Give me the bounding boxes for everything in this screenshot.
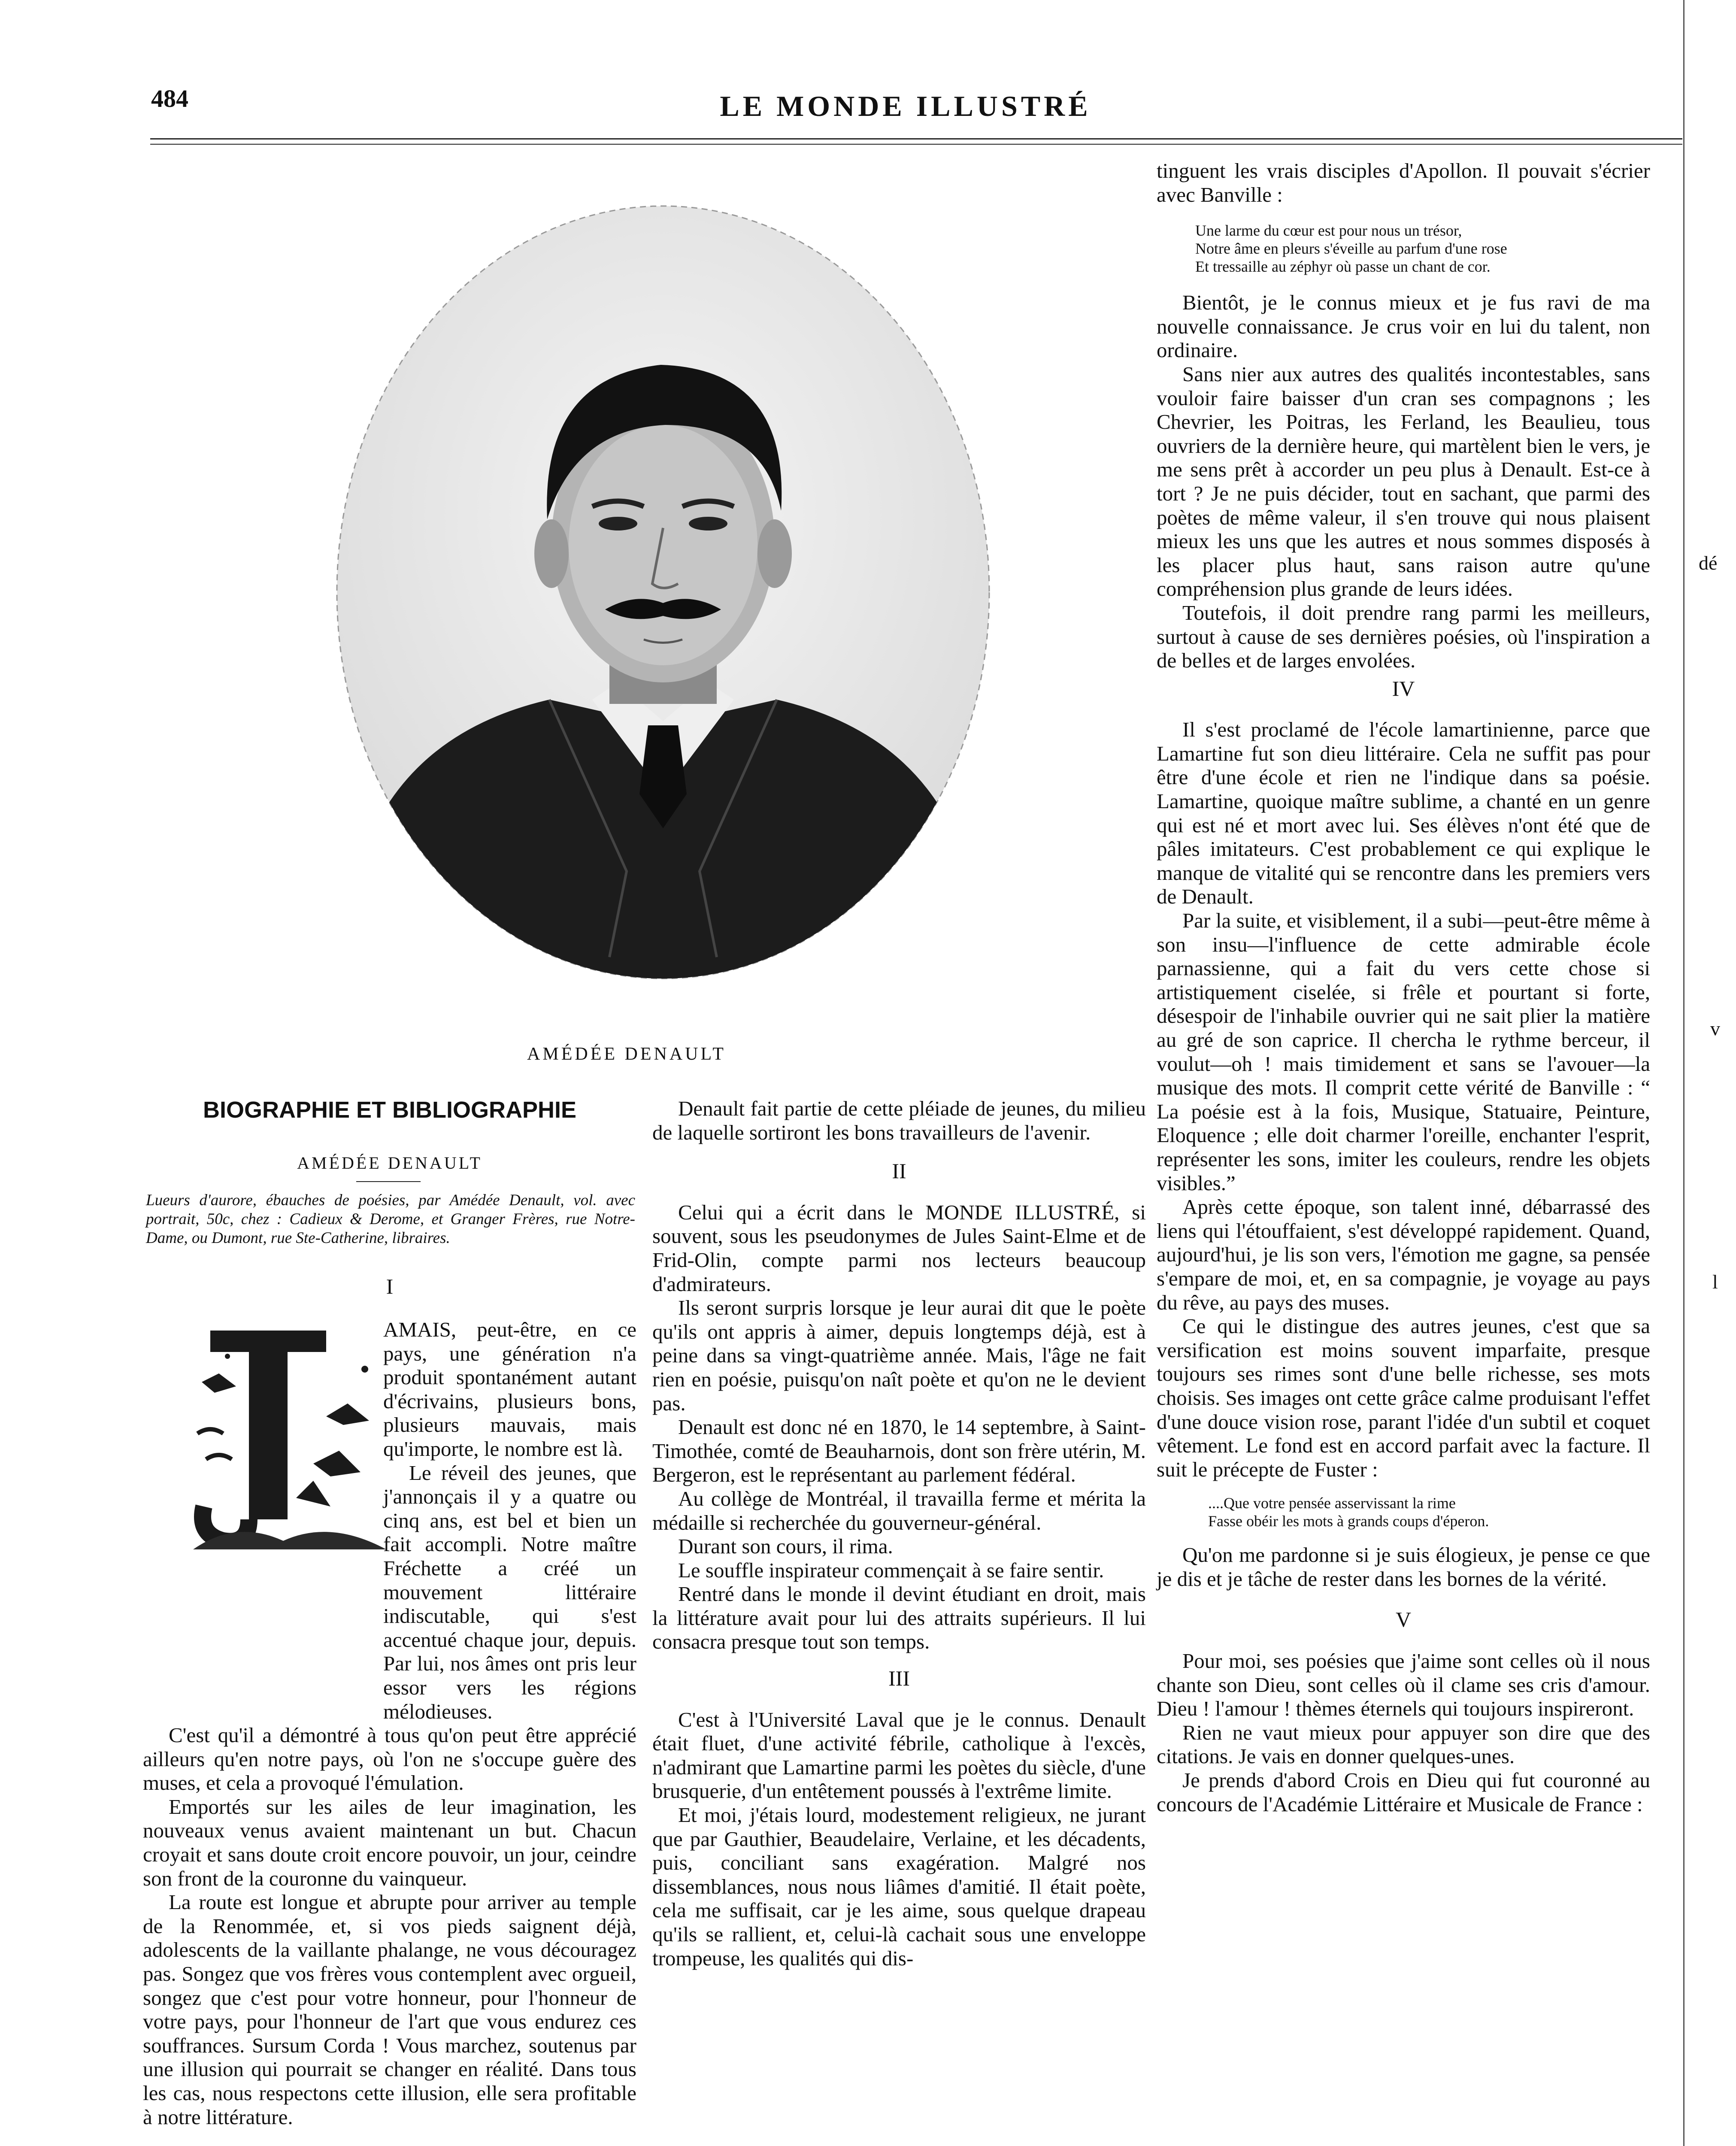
paragraph: Au collège de Montréal, il travailla ferme et mérita la médaille si recherchée du gouverneur-général. — [652, 1486, 1146, 1534]
paragraph: Durant son cours, il rima. — [678, 1534, 893, 1558]
verse-line: Une larme du cœur est pour nous un trésor, — [1195, 222, 1462, 239]
verse-quote-fuster — [1208, 1494, 1650, 1530]
paragraph: Ce qui le distingue des autres jeunes, c'est que sa versification est moins souvent imparfaite, presque toujours ses rimes sont d'une belle richesse, ses mots choisis. Ses images ont cette grâce calme produisant l'effet d'une douce vision rose, parant l'idée d'un subtil et coquet vêtement. Le fond est en accord parfait avec la facture. Il suit le précepte de Fuster : — [1157, 1314, 1650, 1481]
paragraph: Bientôt, je le connus mieux et je fus ravi de ma nouvelle connaissance. Je crus voir en lui du talent, non ordinaire. — [1157, 291, 1650, 362]
page-number: 484 — [151, 85, 188, 112]
verse-line: Et tressaille au zéphyr où passe un chant de cor. — [1195, 258, 1491, 276]
paragraph: Denault est donc né en 1870, le 14 septembre, à Saint-Timothée, comté de Beauharnois, dont son frère utérin, M. Bergeron, est le représentant au parlement fédéral. — [652, 1415, 1146, 1487]
adjacent-page-fragment: dé — [1699, 552, 1718, 574]
paragraph: C'est à l'Université Laval que je le connus. Denault était fluet, d'une activité fébrile, catholique à l'excès, n'admirant que Lamartine parmi les poètes du siècle, d'une brusquerie, d'un entêtement poussés à l'extrême limite. — [652, 1707, 1146, 1803]
page-gutter-line — [1683, 0, 1684, 2146]
paragraph: C'est qu'il a démontré à tous qu'on peut être apprécié ailleurs qu'en notre pays, où l'on ne s'occupe guère des muses, et cela a provoqué l'émulation. — [143, 1723, 636, 1795]
section-heading-5: V — [1395, 1607, 1412, 1632]
paragraph: Pour moi, ses poésies que j'aime sont celles où il nous chante son Dieu, sont celles où il clame ses cris d'amour. Dieu ! l'amour ! thèmes éternels qui toujours inspireront. — [1157, 1649, 1650, 1721]
article-subtitle: AMÉDÉE DENAULT — [297, 1153, 482, 1173]
paragraph: La route est longue et abrupte pour arriver au temple de la Renommée, et, si vos pieds saignent déjà, adolescents de la vaillante phalange, ne vous découragez pas. Songez que vos frères vous contemplent avec orgueil, songez que c'est pour votre honneur, pour l'honneur de votre pays, pour l'honneur de l'art que vous endurez ces souffrances. Sursum Corda ! Vous marchez, soutenus par une illusion qui pourrait se changer en réalité. Dans tous les cas, nous respectons cette illusion, elle sera profitable à notre littérature. — [143, 1890, 636, 2129]
section-heading-3: III — [888, 1666, 910, 1691]
column-1 — [143, 1318, 636, 2129]
section-heading-2: II — [892, 1159, 906, 1183]
adjacent-page-fragment: l — [1712, 1271, 1718, 1293]
paragraph: AMAIS, peut-être, en ce pays, une génération n'a produit spontanément autant d'écrivains, plusieurs bons, plusieurs mauvais, mais qu'importe, le nombre est là. — [383, 1318, 636, 1461]
paragraph: Denault fait partie de cette pléiade de jeunes, du milieu de laquelle sortiront les bons travailleurs de l'avenir. — [652, 1097, 1146, 1144]
verse-quote-banville — [1195, 221, 1650, 276]
article-title: BIOGRAPHIE ET BIBLIOGRAPHIE — [203, 1097, 577, 1123]
column-3 — [1157, 159, 1650, 1816]
paragraph: Qu'on me pardonne si je suis élogieux, je pense ce que je dis et je tâche de rester dans les bornes de la vérité. — [1157, 1543, 1650, 1591]
paragraph: Il s'est proclamé de l'école lamartinienne, parce que Lamartine fut son dieu littéraire. Cela ne suffit pas pour être d'une école et rien ne l'indique dans sa poésie. Lamartine, quoique maître sublime, a chanté en un genre qui est né et mort avec lui. Ses élèves n'ont été que de pâles imitateurs. C'est probablement ce qui explique le manque de vitalité qui se rencontre dans les premiers vers de Denault. — [1157, 718, 1650, 909]
paragraph: Par la suite, et visiblement, il a subi—peut-être même à son insu—l'influence de cette admirable école parnassienne, qui a fait du vers cette chose si artistiquement ciselée, si frêle et pourtant si forte, désespoir de l'inhabile ouvrier qui ne sait plier la matière au gré de son caprice. Il chercha le rythme berceur, il voulut—oh ! mais timidement et sans se l'avouer—la musique des mots. Il comprit cette vérité de Banville : “ La poésie est à la fois, Musique, Statuaire, Peinture, Eloquence ; elle doit charmer l'oreille, enchanter l'esprit, représenter les sons, imiter les couleurs, rendre les objets visibles.” — [1157, 909, 1650, 1195]
paragraph: Le réveil des jeunes, que j'annonçais il y a quatre ou cinq ans, est bel et bien un fait accompli. Notre maître Fréchette a créé un mouvement littéraire indiscutable, qui s'est accentué chaque jour, depuis. Par lui, nos âmes ont pris leur essor vers les régions mélodieuses. — [383, 1461, 636, 1723]
paragraph: Sans nier aux autres des qualités incontestables, sans vouloir faire baisser d'un cran ses compagnons ; les Chevrier, les Poitras, les Ferland, les Beaulieu, tous ouvriers de la dernière heure, qui martèlent bien le vers, je me sens prêt à accorder un peu plus à Denault. Est-ce à tort ? Je ne puis décider, tout en sachant, que parmi des poètes de même valeur, il s'en trouve qui nous plaisent mieux les uns que les autres et nous sommes disposés à les placer plus haut, sans raison autre qu'une compréhension plus grande de leurs idées. — [1157, 362, 1650, 601]
paragraph: Le souffle inspirateur commençait à se faire sentir. — [678, 1558, 1104, 1582]
section-heading-4: IV — [1392, 676, 1415, 700]
paragraph: Ils seront surpris lorsque je leur aurai dit que le poète qu'ils ont appris à aimer, depuis longtemps déjà, est à peine dans sa vingt-quatrième année. Mais, l'âge ne fait rien en poésie, puisqu'on naît poète et qu'on ne le devient pas. — [652, 1296, 1146, 1415]
paragraph: Je prends d'abord Crois en Dieu qui fut couronné au concours de l'Académie Littéraire et Musicale de France : — [1157, 1768, 1650, 1816]
paragraph: Celui qui a écrit dans le MONDE ILLUSTRÉ, si souvent, sous les pseudonymes de Jules Saint-Elme et de Frid-Olin, compte parmi nos lecteurs beaucoup d'admirateurs. — [652, 1200, 1146, 1296]
verse-line: Notre âme en pleurs s'éveille au parfum d'une rose — [1195, 240, 1507, 258]
title-divider — [356, 1181, 421, 1182]
paragraph: tinguent les vrais disciples d'Apollon. Il pouvait s'écrier avec Banville : — [1157, 159, 1650, 206]
paragraph: Rentré dans le monde il devint étudiant en droit, mais la littérature avait pour lui des attraits supérieurs. Il lui consacra presque tout son temps. — [652, 1582, 1146, 1654]
adjacent-page-fragment: v — [1710, 1018, 1720, 1040]
verse-line: ....Que votre pensée asservissant la rime — [1208, 1494, 1456, 1512]
paragraph: Après cette époque, son talent inné, débarrassé des liens qui l'étouffaient, s'est développé rapidement. Quand, aujourd'hui, je lis son vers, l'émotion me gagne, sa pensée s'empare de moi, et, en sa compagnie, je voyage au pays du rêve, au pays des muses. — [1157, 1195, 1650, 1314]
paragraph: Toutefois, il doit prendre rang parmi les meilleurs, surtout à cause de ses dernières poésies, où l'inspiration a de belles et de larges envolées. — [1157, 600, 1650, 673]
paragraph: Rien ne vaut mieux pour appuyer son dire que des citations. Je vais en donner quelques-unes. — [1157, 1720, 1650, 1768]
paragraph: Et moi, j'étais lourd, modestement religieux, ne jurant que par Gauthier, Beaudelaire, Verlaine, et les décadents, puis, conciliant sans exagération. Malgré nos dissemblances, nous nous liâmes d'amitié. Il était poète, cela me suffisait, car je les aime, sous quelque drapeau qu'ils se rallient, et, celui-là cachait sous une enveloppe trompeuse, les qualités qui dis- — [652, 1803, 1146, 1970]
section-heading-1: I — [386, 1274, 394, 1298]
paragraph: Emportés sur les ailes de leur imagination, les nouveaux venus avaient maintenant un but. Chacun croyait et sans doute croit encore pouvoir, un jour, ceindre son front de la couronne du vainqueur. — [143, 1794, 636, 1890]
verse-line: Fasse obéir les mots à grands coups d'éperon. — [1208, 1513, 1489, 1530]
column-2 — [652, 1097, 1146, 1970]
portrait-image — [309, 185, 1017, 1000]
bibliographic-note: Lueurs d'aurore, ébauches de poésies, par Amédée Denault, vol. avec portrait, 50c, chez : Cadieux & Derome, et Granger Frères, rue Notre-Dame, ou Dumont, rue Ste-Catherine, libraires. — [146, 1191, 635, 1247]
masthead-title: LE MONDE ILLUSTRÉ — [720, 90, 1091, 122]
header-rule — [150, 138, 1682, 145]
portrait-caption: AMÉDÉE DENAULT — [527, 1044, 726, 1064]
